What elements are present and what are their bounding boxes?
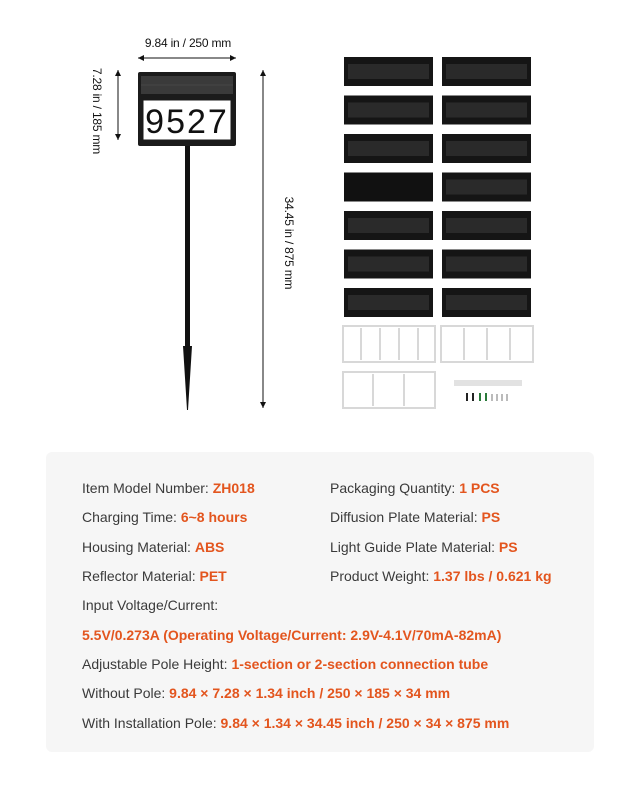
spec-light-guide-material: Light Guide Plate Material: PS [330, 539, 518, 555]
plate-character-strip [348, 218, 429, 233]
spec-without-pole: Without Pole: 9.84 × 7.28 × 1.34 inch / 250 × 185 × 34 mm [82, 685, 451, 701]
letter-plate-set [344, 57, 531, 317]
height-dimension-arrow [115, 70, 121, 140]
plate-number: 9527 [145, 103, 229, 141]
mounting-hardware [454, 380, 522, 401]
plate-character-strip [446, 103, 527, 118]
plate-character-strip [348, 64, 429, 79]
plate-character-strip [348, 295, 429, 310]
spec-voltage-value: 5.5V/0.273A (Operating Voltage/Current: 2.9V-4.1V/70mA-82mA) [82, 627, 502, 643]
spec-reflector-material: Reflector Material: PET [82, 568, 227, 584]
plate-character-strip [446, 141, 527, 156]
diffusion-frames [343, 326, 533, 408]
plate-character-strip [446, 64, 527, 79]
plate-character-strip [446, 218, 527, 233]
spec-product-weight: Product Weight: 1.37 lbs / 0.621 kg [330, 568, 552, 584]
plate-character-strip [446, 257, 527, 272]
spec-with-pole: With Installation Pole: 9.84 × 1.34 × 34.45 inch / 250 × 34 × 875 mm [82, 715, 510, 731]
total-height-dimension-arrow [260, 70, 266, 408]
letter-plate [344, 173, 433, 202]
spec-diffusion-material: Diffusion Plate Material: PS [330, 509, 501, 525]
spec-model: Item Model Number: ZH018 [82, 480, 255, 496]
width-dimension-arrow [138, 55, 236, 61]
spec-pole-height: Adjustable Pole Height: 1-section or 2-section connection tube [82, 656, 489, 672]
plate-character-strip [348, 103, 429, 118]
spec-housing-material: Housing Material: ABS [82, 539, 225, 555]
plate-height-label: 7.28 in / 185 mm [90, 67, 104, 155]
plate-character-strip [446, 180, 527, 195]
house-number-sign [138, 72, 236, 146]
plate-character-strip [348, 141, 429, 156]
ground-stake-pole [183, 146, 192, 410]
plate-character-strip [446, 295, 527, 310]
total-height-label: 34.45 in / 875 mm [282, 196, 296, 290]
spec-voltage-label: Input Voltage/Current: [82, 597, 219, 613]
plate-width-label: 9.84 in / 250 mm [144, 36, 232, 50]
spec-quantity: Packaging Quantity: 1 PCS [330, 480, 500, 496]
spec-charging-time: Charging Time: 6~8 hours [82, 509, 248, 525]
plate-character-strip [348, 257, 429, 272]
